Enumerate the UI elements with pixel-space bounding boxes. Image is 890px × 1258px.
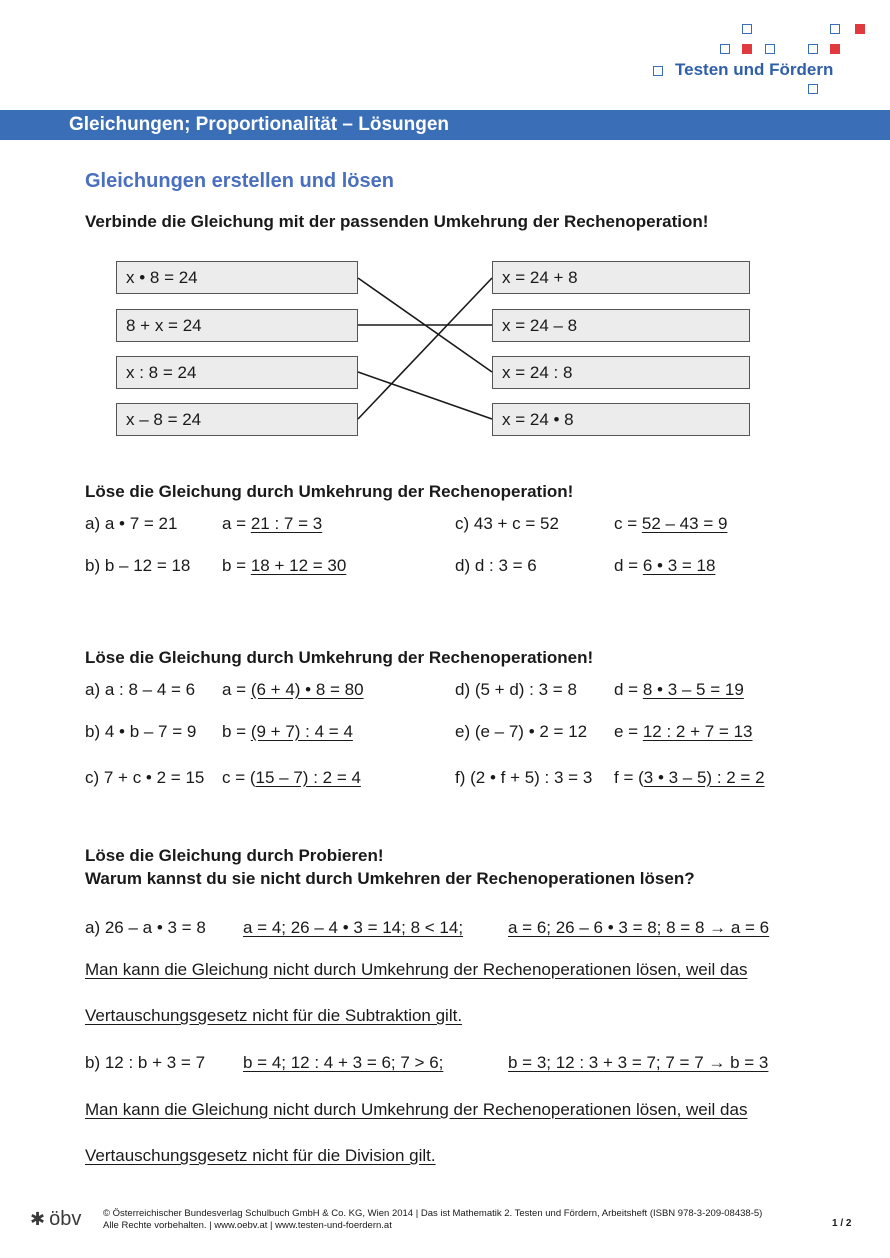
connection-line <box>358 278 492 372</box>
equation-question: b) b – 12 = 18 <box>85 556 191 575</box>
equation-question: f) (2 • f + 5) : 3 = 3 <box>455 768 593 787</box>
right-equation-box: x = 24 + 8 <box>492 261 750 294</box>
trial-step: b = 4; 12 : 4 + 3 = 6; 7 > 6; <box>243 1053 444 1072</box>
equation-answer: f = (3 • 3 – 5) : 2 = 2 <box>614 768 765 787</box>
equation-answer: a = 21 : 7 = 3 <box>222 514 323 533</box>
logo-text: Testen und Fördern <box>675 60 834 79</box>
trial-step: a = 4; 26 – 4 • 3 = 14; 8 < 14; <box>243 918 464 937</box>
task3-instruction: Löse die Gleichung durch Umkehrung der Rechenoperationen! <box>85 648 594 667</box>
equation-question: a) 26 – a • 3 = 8 <box>85 918 206 937</box>
explanation-line: Man kann die Gleichung nicht durch Umkehrung der Rechenoperationen lösen, weil das <box>85 960 748 979</box>
publisher-asterisk-icon: ✱ <box>30 1209 46 1229</box>
left-equation-box: x • 8 = 24 <box>116 261 358 294</box>
task1-instruction: Verbinde die Gleichung mit der passenden Umkehrung der Rechenoperation! <box>85 212 709 231</box>
page-number: 1 / 2 <box>832 1218 852 1229</box>
explanation-line: Vertauschungsgesetz nicht für die Subtraktion gilt. <box>85 1006 463 1025</box>
equation-answer: c = 52 – 43 = 9 <box>614 514 728 533</box>
task4-question: Warum kannst du sie nicht durch Umkehren der Rechenoperationen lösen? <box>85 869 695 888</box>
equation-question: a) a • 7 = 21 <box>85 514 178 533</box>
equation-question: a) a : 8 – 4 = 6 <box>85 680 196 699</box>
equation-answer: d = 6 • 3 = 18 <box>614 556 716 575</box>
trial-result: b = 3; 12 : 3 + 3 = 7; 7 = 7 → b = 3 <box>508 1053 769 1072</box>
copyright-text: © Österreichischer Bundesverlag Schulbuch GmbH & Co. KG, Wien 2014 | Das ist Mathematik 2. Testen und Fördern, Arbeitsheft (ISBN 978-3-209-08438-5) <box>103 1208 763 1219</box>
connection-line <box>358 372 492 419</box>
section-title: Gleichungen erstellen und lösen <box>85 170 394 192</box>
equation-question: c) 7 + c • 2 = 15 <box>85 768 205 787</box>
right-equation-box: x = 24 – 8 <box>492 309 750 342</box>
publisher-logo: ✱ öbv <box>30 1208 82 1230</box>
rights-text: Alle Rechte vorbehalten. | www.oebv.at | www.testen-und-foerdern.at <box>103 1220 392 1231</box>
equation-answer: a = (6 + 4) • 8 = 80 <box>222 680 364 699</box>
equation-question: b) 4 • b – 7 = 9 <box>85 722 197 741</box>
right-equation-box: x = 24 • 8 <box>492 403 750 436</box>
explanation-line: Man kann die Gleichung nicht durch Umkehrung der Rechenoperationen lösen, weil das <box>85 1100 748 1119</box>
left-equation-box: 8 + x = 24 <box>116 309 358 342</box>
equation-answer: d = 8 • 3 – 5 = 19 <box>614 680 744 699</box>
equation-question: d) d : 3 = 6 <box>455 556 537 575</box>
task4-instruction: Löse die Gleichung durch Probieren! <box>85 846 384 865</box>
equation-answer: b = 18 + 12 = 30 <box>222 556 347 575</box>
equation-question: c) 43 + c = 52 <box>455 514 559 533</box>
right-equation-box: x = 24 : 8 <box>492 356 750 389</box>
logo-square-icon <box>653 66 663 76</box>
page-title: Gleichungen; Proportionalität – Lösungen <box>69 114 450 135</box>
connection-line <box>358 278 492 419</box>
equation-question: e) (e – 7) • 2 = 12 <box>455 722 588 741</box>
trial-result: a = 6; 26 – 6 • 3 = 8; 8 = 8 → a = 6 <box>508 918 770 937</box>
left-equation-box: x – 8 = 24 <box>116 403 358 436</box>
explanation-line: Vertauschungsgesetz nicht für die Division gilt. <box>85 1146 436 1165</box>
task2-instruction: Löse die Gleichung durch Umkehrung der Rechenoperation! <box>85 482 574 501</box>
equation-question: b) 12 : b + 3 = 7 <box>85 1053 206 1072</box>
equation-answer: b = (9 + 7) : 4 = 4 <box>222 722 353 741</box>
equation-question: d) (5 + d) : 3 = 8 <box>455 680 577 699</box>
equation-answer: e = 12 : 2 + 7 = 13 <box>614 722 753 741</box>
equation-answer: c = (15 – 7) : 2 = 4 <box>222 768 361 787</box>
left-equation-box: x : 8 = 24 <box>116 356 358 389</box>
